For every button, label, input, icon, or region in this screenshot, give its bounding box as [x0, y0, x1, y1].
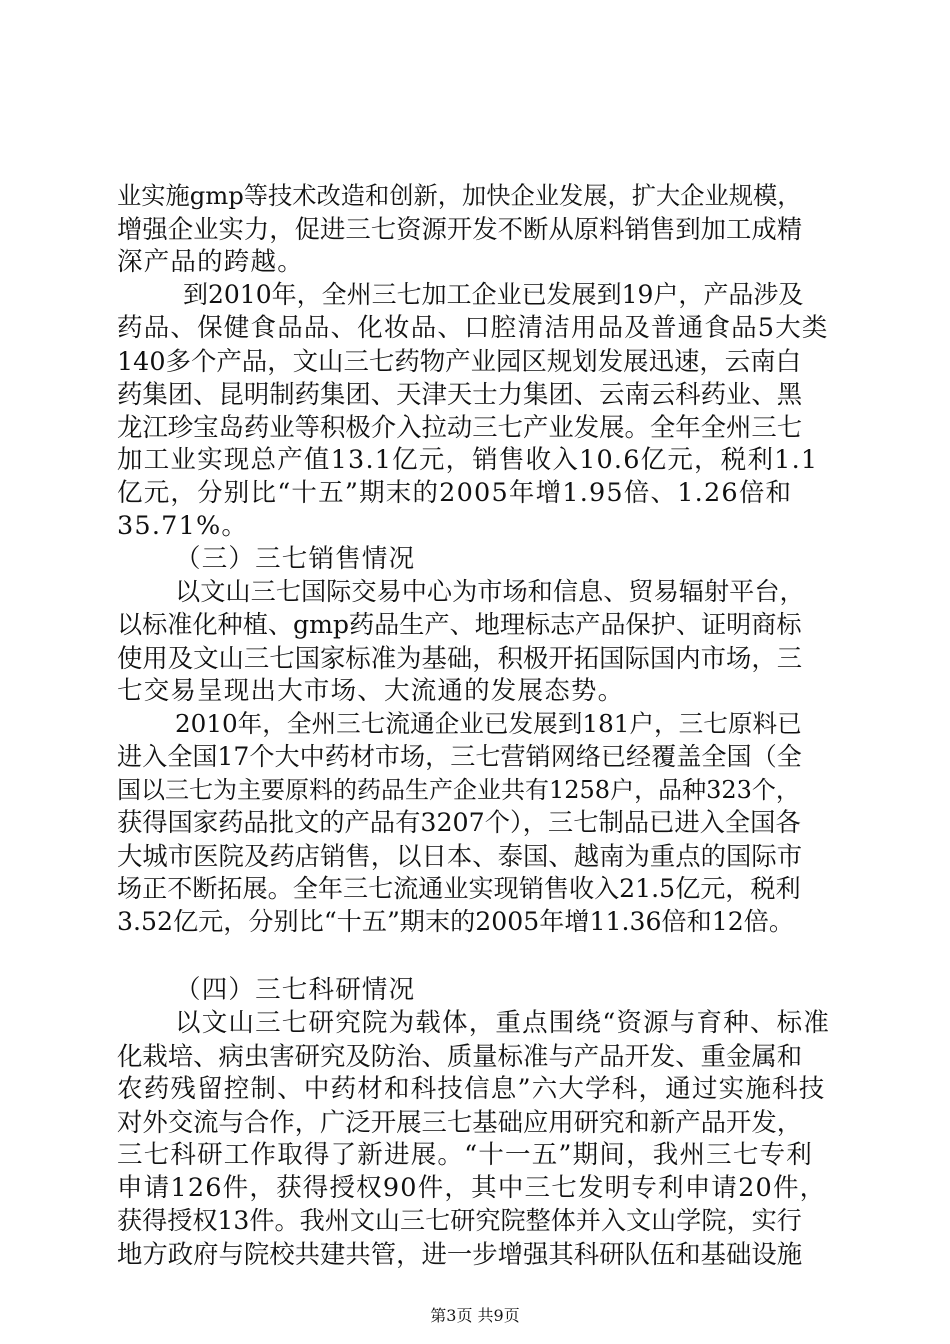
- section-heading: （三）三七销售情况: [175, 544, 416, 574]
- paragraph-line: 140多个产品，文山三七药物产业园区规划发展迅速，云南白: [117, 346, 802, 376]
- paragraph-line: 使用及文山三七国家标准为基础，积极开拓国际国内市场，三: [117, 643, 803, 673]
- paragraph-line: 药集团、昆明制药集团、天津天士力集团、云南云科药业、黑: [117, 379, 803, 409]
- paragraph-line: 加工业实现总产值13.1亿元，销售收入10.6亿元，税利1.1: [117, 445, 819, 475]
- paragraph-line: 以标准化种植、gmp药品生产、地理标志产品保护、证明商标: [117, 610, 802, 639]
- paragraph-line: 到2010年，全州三七加工企业已发展到19户，产品涉及: [183, 280, 804, 309]
- paragraph-line: 进入全国17个大中药材市场，三七营销网络已经覆盖全国（全: [117, 742, 802, 771]
- paragraph-line: 药品、保健食品品、化妆品、口腔清洁用品及普通食品5大类: [117, 313, 829, 343]
- paragraph-line: 申请126件，获得授权90件，其中三七发明专利申请20件，: [117, 1173, 827, 1203]
- paragraph-line: 业实施gmp等技术改造和创新，加快企业发展，扩大企业规模，: [117, 181, 802, 210]
- paragraph-line: 2010年，全州三七流通企业已发展到181户，三七原料已: [175, 709, 802, 738]
- paragraph-line: 地方政府与院校共建共管，进一步增强其科研队伍和基础设施: [117, 1239, 803, 1269]
- page-footer: 第3页 共9页: [430, 1306, 520, 1325]
- paragraph-line: 35.71%。: [117, 511, 249, 541]
- paragraph-line: 以文山三七研究院为载体，重点围绕“资源与育种、标准: [175, 1008, 831, 1038]
- paragraph-line: 增强企业实力，促进三七资源开发不断从原料销售到加工成精: [117, 214, 803, 244]
- section-heading: （四）三七科研情况: [175, 975, 416, 1005]
- paragraph-line: 亿元，分别比“十五”期末的2005年增1.95倍、1.26倍和: [117, 478, 793, 508]
- paragraph-line: 化栽培、病虫害研究及防治、质量标准与产品开发、重金属和: [117, 1041, 803, 1071]
- paragraph-line: 对外交流与合作，广泛开展三七基础应用研究和新产品开发，: [117, 1107, 803, 1137]
- paragraph-line: 以文山三七国际交易中心为市场和信息、贸易辐射平台，: [175, 577, 805, 606]
- paragraph-line: 国以三七为主要原料的药品生产企业共有1258户，品种323个，: [117, 776, 800, 804]
- paragraph-line: 获得授权13件。我州文山三七研究院整体并入文山学院，实行: [117, 1206, 802, 1235]
- paragraph-line: 三七科研工作取得了新进展。“十一五”期间，我州三七专利: [117, 1140, 813, 1170]
- paragraph-line: 深产品的跨越。: [117, 247, 304, 277]
- paragraph-line: 3.52亿元，分别比“十五”期末的2005年增11.36倍和12倍。: [117, 907, 795, 936]
- paragraph-line: 农药残留控制、中药材和科技信息”六大学科，通过实施科技: [117, 1074, 826, 1104]
- paragraph-line: 场正不断拓展。全年三七流通业实现销售收入21.5亿元，税利: [117, 874, 801, 903]
- paragraph-line: 七交易呈现出大市场、大流通的发展态势。: [117, 676, 625, 706]
- paragraph-line: 获得国家药品批文的产品有3207个），三七制品已进入全国各: [117, 808, 801, 837]
- paragraph-line: 大城市医院及药店销售，以日本、泰国、越南为重点的国际市: [117, 841, 803, 871]
- paragraph-line: 龙江珍宝岛药业等积极介入拉动三七产业发展。全年全州三七: [117, 412, 803, 442]
